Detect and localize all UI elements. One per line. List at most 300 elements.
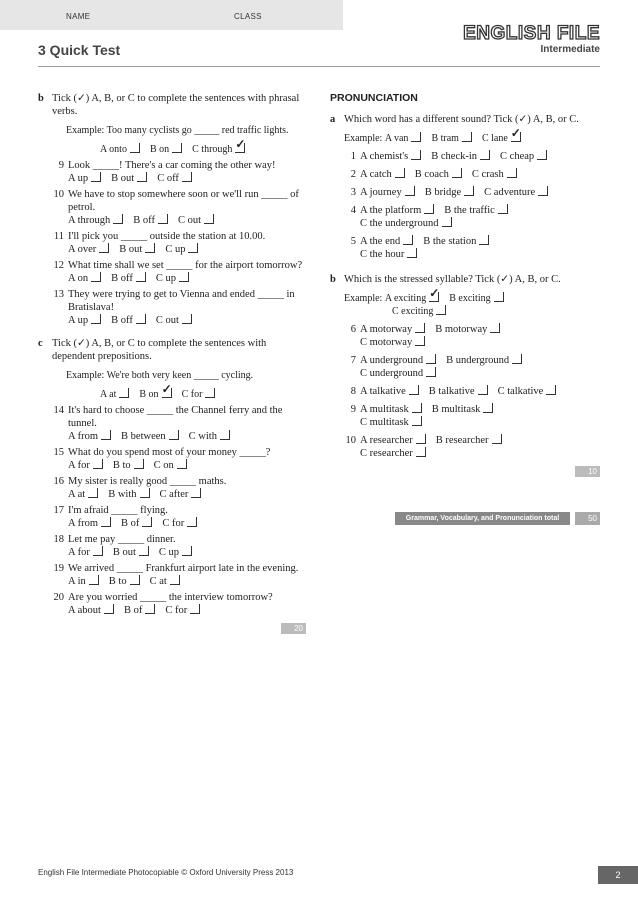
answer-option [415, 168, 462, 181]
answer-option [498, 385, 557, 398]
option-row [68, 546, 306, 559]
answer-option [360, 434, 426, 447]
tick-box[interactable] [130, 575, 140, 585]
answer-option [165, 243, 198, 256]
option-row [360, 168, 600, 181]
tick-box[interactable] [101, 517, 111, 527]
pronunciation-part-a [330, 113, 600, 261]
question-body [68, 404, 306, 443]
question-number: 2 [350, 169, 356, 180]
class-label: CLASS [234, 12, 262, 21]
option-label: C off [157, 173, 179, 184]
question-body [360, 403, 600, 429]
question-list [38, 159, 306, 327]
tick-box[interactable] [182, 546, 192, 556]
answer-option [385, 292, 439, 305]
tick-box[interactable] [412, 403, 422, 413]
answer-option [178, 214, 214, 227]
question-number: 11 [53, 231, 64, 242]
answer-option [68, 575, 99, 588]
tick-box[interactable] [140, 488, 150, 498]
answer-option [360, 416, 422, 429]
question-item [38, 533, 306, 559]
answer-option [449, 292, 503, 305]
question-number: 1 [350, 151, 356, 162]
option-label: C underground [360, 368, 424, 379]
tick-box[interactable] [494, 292, 504, 302]
tick-box[interactable] [478, 385, 488, 395]
question-body [68, 446, 306, 472]
answer-option [157, 172, 192, 185]
question-item [38, 188, 306, 227]
option-row [68, 243, 306, 256]
option-label: A on [68, 273, 89, 284]
question-number: 10 [53, 189, 64, 200]
question-item [38, 446, 306, 472]
tick-box[interactable] [139, 546, 149, 556]
tick-box[interactable] [99, 243, 109, 253]
answer-option [182, 388, 216, 401]
question-body [68, 259, 306, 285]
question-body [360, 385, 600, 398]
brand-level: Intermediate [540, 44, 600, 55]
question-text: I'm afraid _____ flying. [68, 505, 168, 516]
tick-box[interactable] [182, 314, 192, 324]
tick-box[interactable] [89, 575, 99, 585]
tick-box[interactable] [546, 385, 556, 395]
tick-box[interactable] [492, 434, 502, 444]
option-row [360, 248, 600, 261]
tick-box[interactable] [411, 150, 421, 160]
answer-option [472, 168, 517, 181]
answer-option [156, 314, 192, 327]
question-body [68, 533, 306, 559]
tick-box[interactable] [134, 459, 144, 469]
example-row [344, 132, 600, 145]
question-item [38, 504, 306, 530]
answer-option [113, 459, 144, 472]
tick-box[interactable] [415, 336, 425, 346]
option-label: A onto [100, 144, 127, 155]
answer-option [432, 403, 494, 416]
option-label: A up [68, 315, 89, 326]
answer-option [139, 388, 171, 401]
tick-box[interactable] [93, 546, 103, 556]
question-number: 5 [350, 236, 356, 247]
option-label: A up [68, 173, 89, 184]
option-row [360, 217, 600, 230]
tick-box[interactable] [416, 434, 426, 444]
option-label: A van [384, 133, 409, 144]
tick-box[interactable] [93, 459, 103, 469]
tick-box[interactable] [191, 488, 201, 498]
question-body [360, 354, 600, 380]
option-label: B bridge [424, 187, 462, 198]
question-number: 20 [53, 592, 64, 603]
question-text: My sister is really good _____ maths. [68, 476, 227, 487]
answer-option [423, 235, 489, 248]
answer-option [159, 546, 192, 559]
tick-box[interactable] [130, 143, 140, 153]
option-row [68, 575, 306, 588]
answer-option [360, 354, 436, 367]
tick-box[interactable] [407, 248, 417, 258]
question-item [330, 168, 600, 181]
tick-box[interactable] [119, 388, 129, 398]
tick-box[interactable] [142, 517, 152, 527]
answer-option [482, 132, 521, 145]
option-label: B out [111, 173, 135, 184]
tick-box[interactable] [190, 604, 200, 614]
answer-option [444, 204, 508, 217]
tick-box[interactable] [464, 186, 474, 196]
answer-option [68, 546, 103, 559]
option-label: C talkative [497, 386, 544, 397]
section-instruction: Tick (✓) A, B, or C to complete the sentences with phrasal verbs. [52, 93, 300, 117]
option-label: C the hour [360, 249, 405, 260]
question-text: Look _____! There's a car coming the other way! [68, 160, 276, 171]
tick-box[interactable] [511, 132, 521, 142]
tick-box[interactable] [205, 388, 215, 398]
answer-option [121, 517, 152, 530]
option-label: A the platform [360, 205, 422, 216]
tick-box[interactable] [91, 272, 101, 282]
tick-box[interactable] [113, 214, 123, 224]
option-row [68, 604, 306, 617]
footer-copyright: English File Intermediate Photocopiable © Oxford University Press 2013 [38, 868, 294, 877]
page-number: 2 [598, 866, 638, 884]
option-label: B between [121, 431, 166, 442]
option-label: C up [158, 547, 180, 558]
option-label: C for [165, 605, 188, 616]
answer-option [111, 172, 147, 185]
tick-box[interactable] [235, 143, 245, 153]
option-label: C the underground [360, 218, 439, 229]
question-text: We have to stop somewhere soon or we'll run _____ of petrol. [68, 189, 299, 213]
option-label: A in [68, 576, 86, 587]
answer-option [360, 447, 426, 460]
tick-box[interactable] [537, 150, 547, 160]
section-letter: b [38, 93, 44, 104]
question-text: They were trying to get to Vienna and ended _____ in Bratislava! [68, 289, 295, 313]
tick-box[interactable] [538, 186, 548, 196]
answer-option [360, 235, 413, 248]
tick-box[interactable] [429, 292, 439, 302]
question-item [330, 354, 600, 380]
question-body [68, 288, 306, 327]
option-row [360, 150, 600, 163]
question-body [68, 159, 306, 185]
answer-option [68, 430, 111, 443]
name-label: NAME [66, 12, 91, 21]
example-options-line2 [392, 305, 600, 318]
answer-option [68, 459, 103, 472]
option-row [360, 416, 600, 429]
option-label: A underground [360, 355, 424, 366]
tick-box[interactable] [412, 416, 422, 426]
answer-option [68, 517, 111, 530]
header-divider [38, 66, 600, 67]
tick-box[interactable] [204, 214, 214, 224]
question-item [330, 150, 600, 163]
tick-box[interactable] [416, 447, 426, 457]
option-label: A exciting [384, 293, 427, 304]
pronunciation-title: PRONUNCIATION [330, 92, 418, 104]
option-label: B the station [423, 236, 477, 247]
tick-box[interactable] [452, 168, 462, 178]
answer-option [108, 488, 149, 501]
answer-option [360, 168, 405, 181]
option-label: A from [68, 518, 99, 529]
example-label: Example: [344, 133, 383, 144]
question-number: 3 [350, 187, 356, 198]
question-body [360, 323, 600, 349]
answer-option [425, 186, 474, 199]
option-label: A the end [360, 236, 401, 247]
option-label: C for [162, 518, 185, 529]
question-text: It's hard to choose _____ the Channel ferry and the tunnel. [68, 405, 283, 429]
answer-option [111, 272, 146, 285]
answer-option [124, 604, 155, 617]
option-label: A multitask [360, 404, 409, 415]
question-body [360, 235, 600, 261]
tick-box[interactable] [188, 243, 198, 253]
tick-box[interactable] [442, 217, 452, 227]
question-item [330, 204, 600, 230]
question-number: 10 [345, 435, 356, 446]
section-instruction: Which word has a different sound? Tick (✓) A, B, or C. [344, 114, 579, 125]
tick-box[interactable] [101, 430, 111, 440]
question-body [68, 230, 306, 256]
tick-box[interactable] [88, 488, 98, 498]
tick-box[interactable] [104, 604, 114, 614]
tick-box[interactable] [426, 367, 436, 377]
option-label: C researcher [360, 448, 413, 459]
option-row [68, 517, 306, 530]
question-number: 9 [350, 404, 356, 415]
question-body [360, 186, 600, 199]
question-body [360, 150, 600, 163]
section-c [38, 337, 306, 634]
option-label: A catch [360, 169, 392, 180]
answer-option [360, 204, 434, 217]
question-number: 19 [53, 563, 64, 574]
answer-option [111, 314, 146, 327]
question-item [330, 403, 600, 429]
answer-option [360, 217, 452, 230]
question-text: Are you worried _____ the interview tomorrow? [68, 592, 273, 603]
tick-box[interactable] [490, 323, 500, 333]
option-label: A at [68, 489, 86, 500]
question-number: 7 [350, 355, 356, 366]
tick-box[interactable] [462, 132, 472, 142]
answer-option [436, 434, 502, 447]
answer-option [360, 367, 436, 380]
question-number: 4 [350, 205, 356, 216]
example-sentence: Example: Too many cyclists go _____ red traffic lights. [66, 125, 289, 136]
tick-box[interactable] [170, 575, 180, 585]
question-body [360, 168, 600, 181]
option-label: B to [112, 460, 131, 471]
option-row [68, 314, 306, 327]
option-label: C up [155, 273, 176, 284]
option-row [360, 336, 600, 349]
tick-box[interactable] [187, 517, 197, 527]
option-label: C motorway [360, 337, 413, 348]
tick-box[interactable] [137, 172, 147, 182]
option-label: B to [108, 576, 127, 587]
answer-option [360, 323, 425, 336]
option-label: B underground [446, 355, 510, 366]
tick-box[interactable] [91, 314, 101, 324]
answer-option [109, 575, 140, 588]
tick-box[interactable] [512, 354, 522, 364]
option-row [360, 367, 600, 380]
option-label: C on [153, 460, 174, 471]
option-label: B of [123, 605, 143, 616]
option-label: C up [165, 244, 186, 255]
question-item [330, 323, 600, 349]
option-row [360, 385, 600, 398]
answer-option [154, 459, 187, 472]
option-label: A for [68, 460, 90, 471]
option-label: B off [133, 215, 155, 226]
question-text: What do you spend most of your money _____? [68, 447, 271, 458]
answer-option [500, 150, 547, 163]
question-body [68, 591, 306, 617]
answer-option [68, 604, 114, 617]
tick-box[interactable] [405, 186, 415, 196]
option-row [360, 447, 600, 460]
tick-box[interactable] [145, 604, 155, 614]
option-label: C at [149, 576, 167, 587]
tick-box[interactable] [395, 168, 405, 178]
option-label: B researcher [435, 435, 489, 446]
option-label: C out [177, 215, 202, 226]
question-number: 6 [350, 324, 356, 335]
option-label: B talkative [428, 386, 475, 397]
answer-option [160, 488, 202, 501]
question-list [330, 150, 600, 261]
tick-box[interactable] [498, 204, 508, 214]
name-class-bar [0, 0, 343, 30]
option-label: A for [68, 547, 90, 558]
question-body [68, 504, 306, 530]
question-item [38, 159, 306, 185]
left-column [38, 92, 306, 640]
answer-option [68, 243, 109, 256]
question-text: What time shall we set _____ for the airport tomorrow? [68, 260, 303, 271]
option-label: A at [100, 389, 117, 400]
answer-option [429, 385, 488, 398]
tick-box[interactable] [169, 430, 179, 440]
question-text: I'll pick you _____ outside the station at 10.00. [68, 231, 266, 242]
option-label: A researcher [360, 435, 413, 446]
option-row [68, 214, 306, 227]
tick-box[interactable] [483, 403, 493, 413]
tick-box[interactable] [136, 272, 146, 282]
example-sentence: Example: We're both very keen _____ cycling. [66, 370, 254, 381]
tick-box[interactable] [436, 305, 446, 315]
tick-box[interactable] [179, 272, 189, 282]
example-options [100, 388, 306, 401]
question-body [360, 204, 600, 230]
question-body [68, 475, 306, 501]
section-instruction: Tick (✓) A, B, or C to complete the sentences with dependent prepositions. [52, 338, 267, 362]
question-body [68, 562, 306, 588]
question-number: 18 [53, 534, 64, 545]
option-row [360, 204, 600, 217]
option-row [68, 488, 306, 501]
tick-box[interactable] [91, 172, 101, 182]
question-number: 14 [53, 405, 64, 416]
tick-box[interactable] [162, 388, 172, 398]
option-label: C with [188, 431, 217, 442]
tick-box[interactable] [507, 168, 517, 178]
question-item [38, 591, 306, 617]
answer-option [68, 172, 101, 185]
answer-option [113, 546, 149, 559]
answer-option [360, 403, 422, 416]
option-label: C after [159, 489, 189, 500]
tick-box[interactable] [220, 430, 230, 440]
tick-box[interactable] [409, 385, 419, 395]
brand-logo [463, 24, 600, 55]
tick-box[interactable] [426, 354, 436, 364]
answer-option [360, 248, 417, 261]
answer-option [484, 186, 548, 199]
tick-box[interactable] [403, 235, 413, 245]
tick-box[interactable] [177, 459, 187, 469]
answer-option [100, 143, 140, 156]
tick-box[interactable] [145, 243, 155, 253]
total-label: Grammar, Vocabulary, and Pronunciation total [395, 512, 570, 525]
option-label: C crash [471, 169, 504, 180]
question-number: 16 [53, 476, 64, 487]
answer-option [392, 305, 446, 318]
question-item [38, 562, 306, 588]
option-row [68, 430, 306, 443]
option-label: B with [108, 489, 137, 500]
example-options [100, 143, 306, 156]
option-row [360, 354, 600, 367]
option-label: C adventure [484, 187, 536, 198]
option-label: B check-in [431, 151, 478, 162]
tick-box[interactable] [136, 314, 146, 324]
tick-box[interactable] [411, 132, 421, 142]
answer-option [385, 132, 422, 145]
tick-box[interactable] [415, 323, 425, 333]
question-list [38, 404, 306, 617]
question-number: 17 [53, 505, 64, 516]
tick-box[interactable] [172, 143, 182, 153]
tick-box[interactable] [158, 214, 168, 224]
option-label: A over [68, 244, 97, 255]
option-label: A talkative [360, 386, 406, 397]
question-item [38, 259, 306, 285]
answer-option [189, 430, 230, 443]
pronunciation-part-b [330, 273, 600, 477]
option-label: C out [155, 315, 179, 326]
option-label: B exciting [449, 293, 491, 304]
tick-box[interactable] [480, 150, 490, 160]
option-label: A through [68, 215, 111, 226]
question-item [330, 385, 600, 398]
tick-box[interactable] [182, 172, 192, 182]
answer-option [360, 186, 415, 199]
tick-box[interactable] [479, 235, 489, 245]
tick-box[interactable] [424, 204, 434, 214]
